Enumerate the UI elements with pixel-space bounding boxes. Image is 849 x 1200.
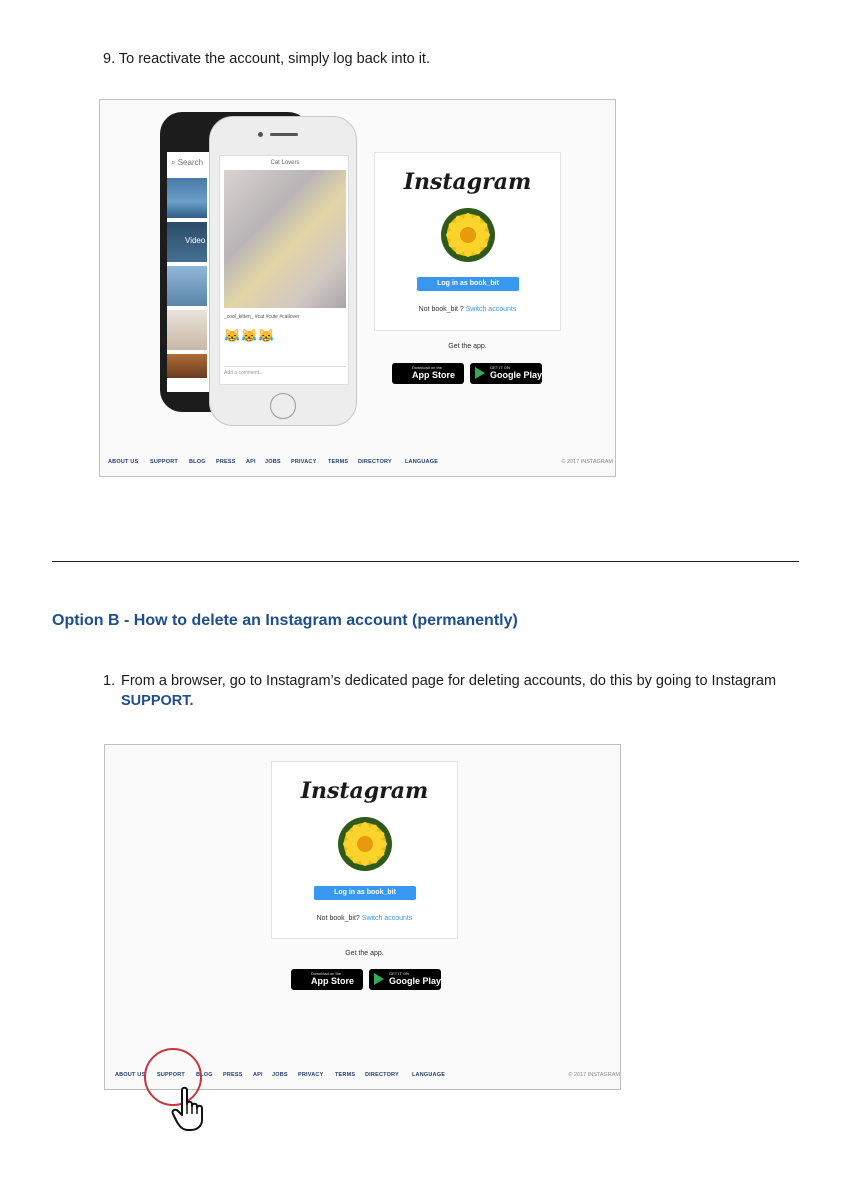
login-card [374, 152, 561, 331]
step-number: 1. [103, 673, 116, 689]
footer-link-blog[interactable]: BLOG [196, 1072, 213, 1078]
nav-title: Cat Lovers [270, 160, 300, 166]
switch-accounts-link[interactable]: Switch accounts [361, 915, 413, 922]
footer-link-jobs[interactable]: JOBS [272, 1072, 288, 1078]
video-label: Video [185, 236, 206, 245]
avatar [441, 208, 495, 262]
emoji-row: 😹😹😹 [224, 328, 276, 343]
step-body [121, 671, 801, 711]
footer-link-privacy[interactable]: PRIVACY [298, 1072, 324, 1078]
footer-link-api[interactable]: API [253, 1072, 263, 1078]
app-badges [386, 363, 573, 385]
footer-link-press[interactable]: PRESS [216, 459, 236, 465]
avatar [338, 817, 392, 871]
footer-link-jobs[interactable]: JOBS [265, 459, 281, 465]
get-app-text: Get the app. [345, 950, 384, 957]
search-bar: ⌕ Search [171, 158, 204, 167]
login-card [271, 761, 458, 939]
footer-link-support[interactable]: SUPPORT [150, 459, 178, 465]
thumbnail [167, 310, 207, 350]
instagram-login-screenshot-1 [99, 99, 616, 477]
footer-link-about[interactable]: ABOUT US [108, 459, 139, 465]
instagram-logo: Instagram [403, 169, 532, 195]
support-link[interactable]: SUPPORT. [121, 693, 194, 709]
get-app-text: Get the app. [448, 343, 487, 350]
footer-link-press[interactable]: PRESS [223, 1072, 243, 1078]
instagram-login-screenshot-2 [104, 744, 621, 1090]
copyright: © 2017 INSTAGRAM [561, 459, 613, 465]
login-button[interactable]: Log in as book_bit [417, 277, 519, 291]
google-play-button[interactable]: GET IT ON Google Play [470, 363, 542, 384]
app-badges [285, 969, 472, 991]
app-store-button[interactable]: Download on the App Store [392, 363, 464, 384]
footer-links [108, 459, 613, 469]
phone-front [209, 116, 357, 426]
google-play-icon [475, 367, 485, 379]
login-button[interactable]: Log in as book_bit [314, 886, 416, 900]
thumbnail [167, 354, 207, 378]
switch-account-line: Not book_bit? Switch accounts [316, 915, 413, 922]
google-play-button[interactable]: GET IT ON Google Play [369, 969, 441, 990]
footer-link-directory[interactable]: DIRECTORY [365, 1072, 399, 1078]
footer-link-blog[interactable]: BLOG [189, 459, 206, 465]
post-photo [224, 170, 346, 308]
footer-link-language[interactable]: LANGUAGE [412, 1072, 446, 1078]
speaker-icon [270, 133, 298, 136]
thumbnail [167, 178, 207, 218]
phone-front-screen [219, 155, 349, 385]
thumbnail [167, 266, 207, 306]
footer-link-support[interactable]: SUPPORT [157, 1072, 185, 1078]
home-button-icon [270, 393, 296, 419]
section-divider [52, 561, 799, 562]
section-heading: Option B - How to delete an Instagram account (permanently) [52, 612, 518, 629]
footer-link-directory[interactable]: DIRECTORY [358, 459, 392, 465]
footer-link-terms[interactable]: TERMS [328, 459, 349, 465]
step-text: To reactivate the account, simply log back into it. [118, 51, 430, 67]
footer-link-language[interactable]: LANGUAGE [405, 459, 439, 465]
app-store-button[interactable]: Download on the App Store [291, 969, 363, 990]
camera-icon [258, 132, 263, 137]
footer-link-terms[interactable]: TERMS [335, 1072, 356, 1078]
post-caption: _cool_kitten_ #cat #cute #catlover [224, 314, 300, 320]
footer-link-api[interactable]: API [246, 459, 256, 465]
footer-link-privacy[interactable]: PRIVACY [291, 459, 317, 465]
comment-input: Add a comment... [224, 366, 346, 378]
google-play-icon [374, 973, 384, 985]
step-number: 9. [103, 51, 116, 67]
switch-account-line: Not book_bit ? Switch accounts [418, 306, 517, 313]
instagram-logo: Instagram [300, 778, 429, 804]
switch-accounts-link[interactable]: Switch accounts [465, 306, 517, 313]
footer-link-about[interactable]: ABOUT US [115, 1072, 146, 1078]
pointer-hand-icon [168, 1084, 218, 1134]
step-9 [103, 49, 430, 69]
flower-center [357, 836, 373, 852]
flower-center [460, 227, 476, 243]
step-text: From a browser, go to Instagram’s dedicated page for deleting accounts, do this by going to Instagram [121, 673, 777, 689]
copyright: © 2017 INSTAGRAM [568, 1072, 620, 1078]
